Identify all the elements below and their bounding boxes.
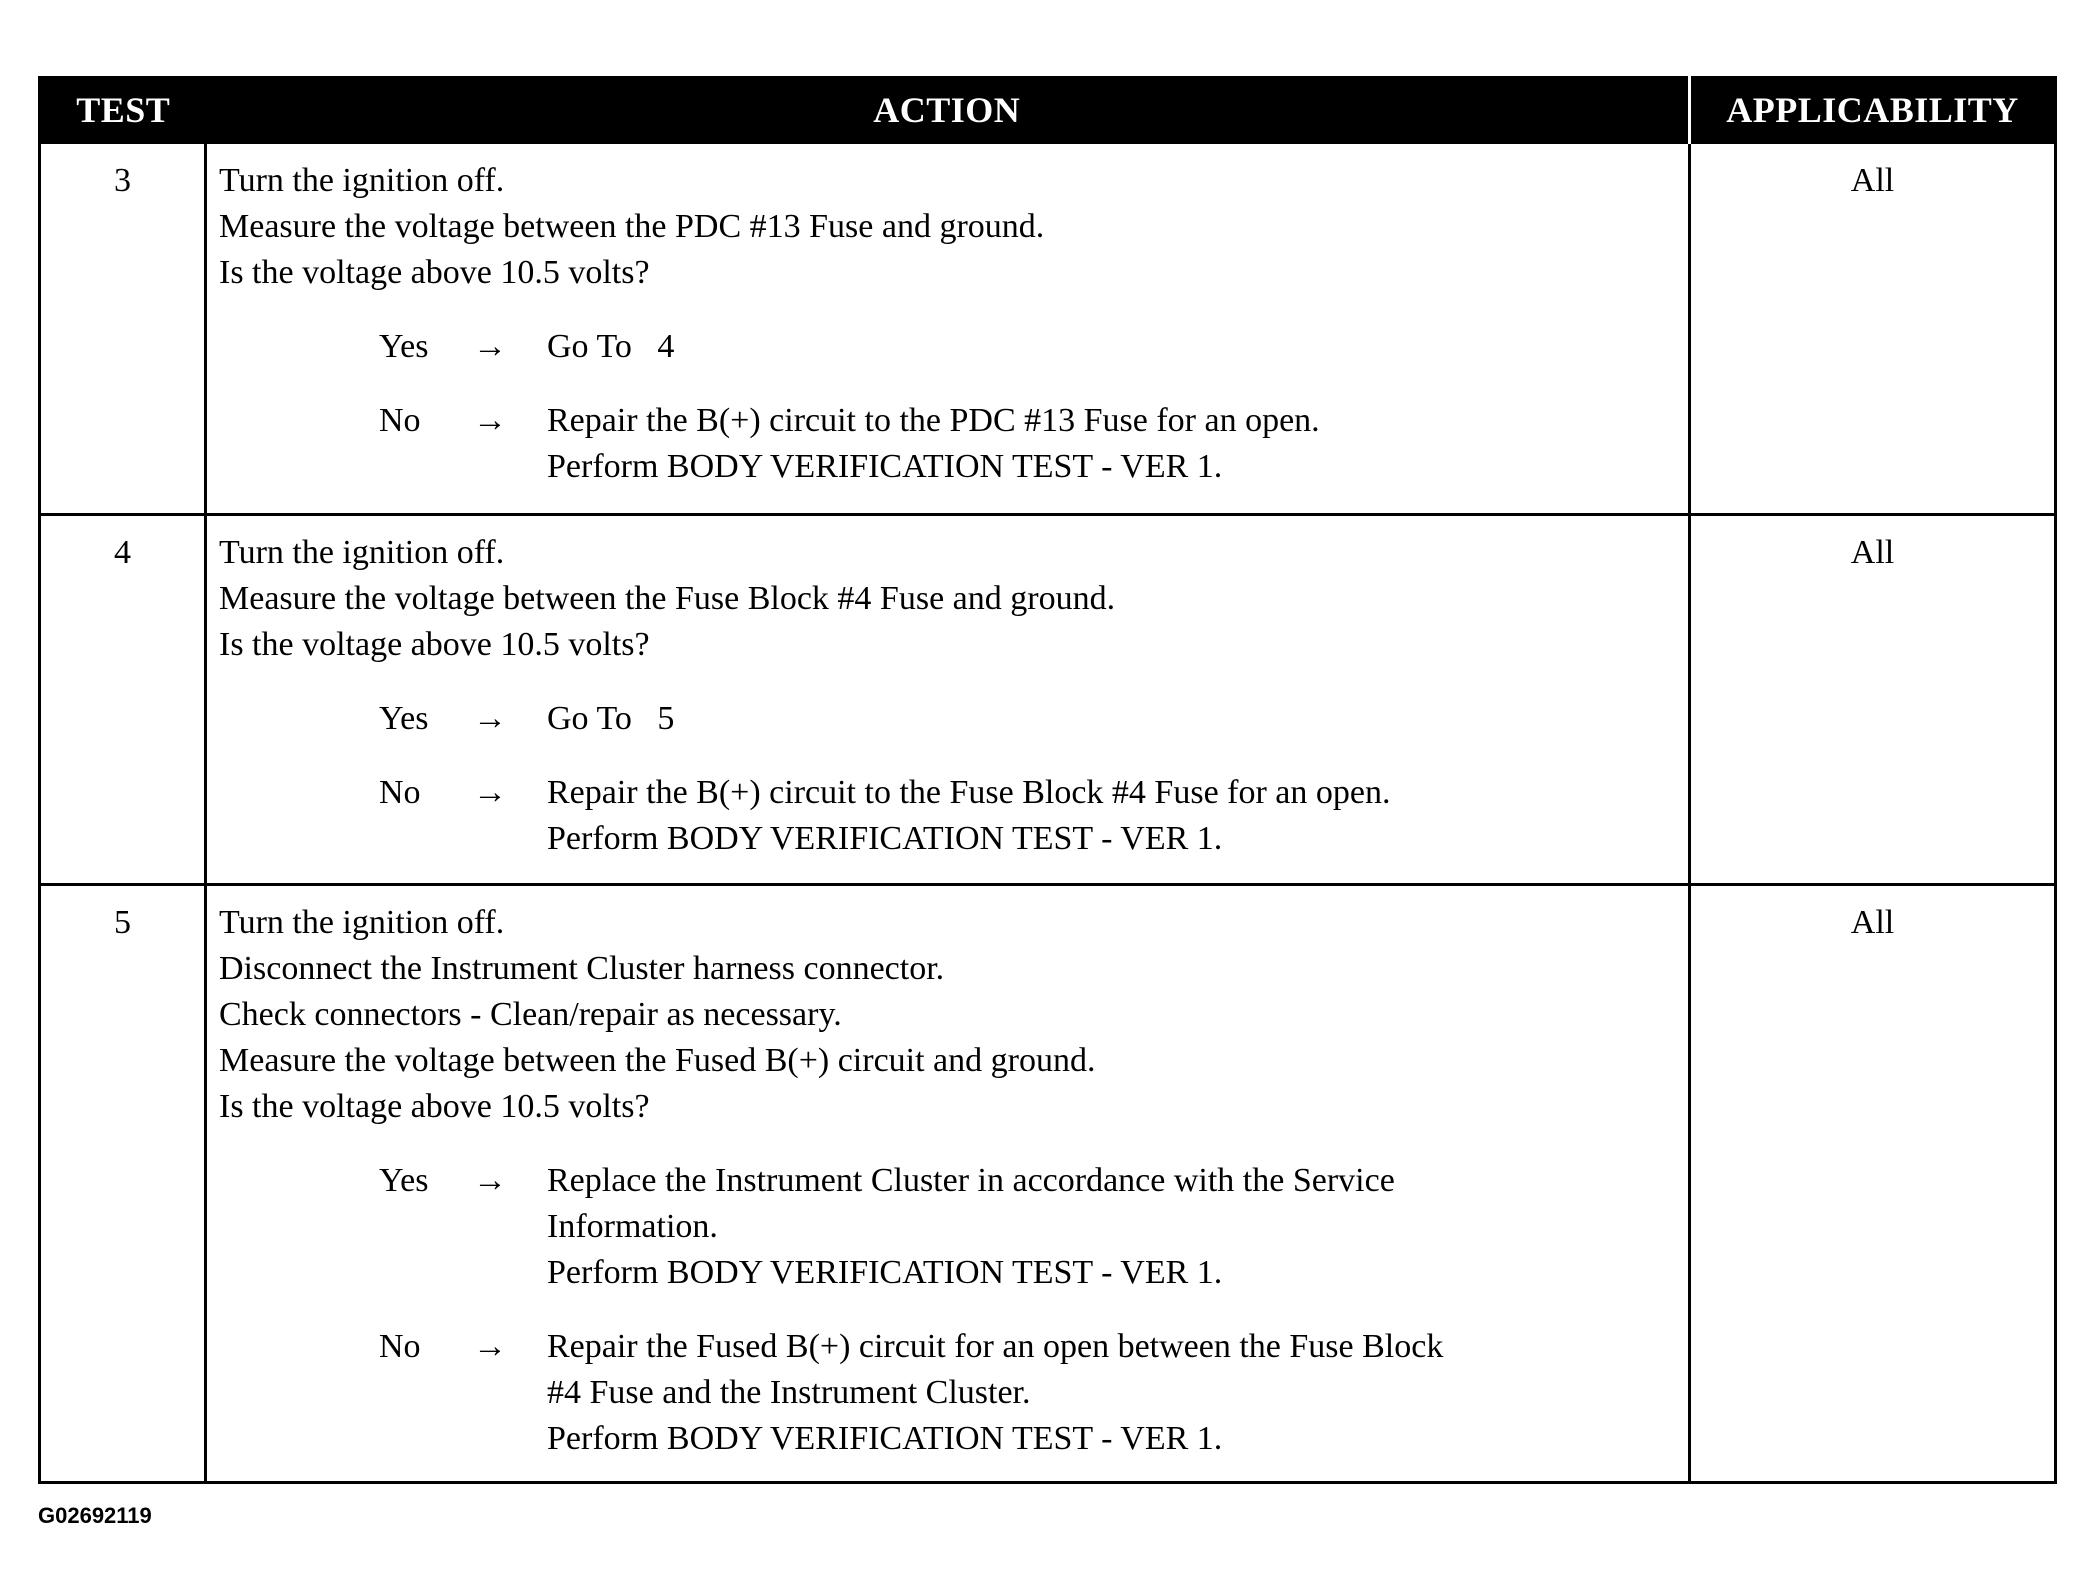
header-applicability: APPLICABILITY [1690, 78, 2056, 143]
no-result [547, 1324, 1674, 1462]
no-label: No [379, 402, 421, 439]
yes-result [547, 1158, 1674, 1296]
yes-branch [219, 1158, 1674, 1296]
action-cell [206, 515, 1690, 885]
yes-label: Yes [379, 700, 429, 737]
action-cell [206, 143, 1690, 515]
action-step: Measure the voltage between the Fused B(+) circuit and ground. [219, 1042, 1096, 1079]
applicability-cell [1690, 515, 2056, 885]
applicability-value: All [1850, 534, 1895, 571]
header-action: ACTION [206, 78, 1690, 143]
applicability-value: All [1850, 162, 1895, 199]
table-row [40, 143, 2056, 515]
action-step: Turn the ignition off. [219, 162, 505, 199]
no-label: No [379, 1328, 421, 1365]
diagnostic-test-table [38, 76, 2057, 1484]
table-header-row [40, 78, 2056, 143]
applicability-cell [1690, 143, 2056, 515]
action-step: Measure the voltage between the PDC #13 Fuse and ground. [219, 208, 1045, 245]
right-arrow-icon: → [473, 700, 507, 737]
result-line: Repair the B(+) circuit to the Fuse Block #4 Fuse for an open. [547, 774, 1391, 811]
no-branch [219, 398, 1674, 490]
applicability-cell [1690, 885, 2056, 1483]
result-line: Go To 5 [547, 700, 675, 737]
right-arrow-icon: → [473, 402, 507, 439]
action-cell [206, 885, 1690, 1483]
action-step: Turn the ignition off. [219, 904, 505, 941]
yes-result [547, 324, 1674, 370]
result-line: Perform BODY VERIFICATION TEST - VER 1. [547, 448, 1223, 485]
right-arrow-icon: → [473, 1328, 507, 1365]
applicability-value: All [1850, 904, 1895, 941]
result-line: Perform BODY VERIFICATION TEST - VER 1. [547, 1420, 1223, 1457]
table-row [40, 515, 2056, 885]
no-branch [219, 1324, 1674, 1462]
result-line: Perform BODY VERIFICATION TEST - VER 1. [547, 820, 1223, 857]
table-row [40, 885, 2056, 1483]
test-number: 5 [114, 904, 131, 941]
no-branch [219, 770, 1674, 862]
action-step: Is the voltage above 10.5 volts? [219, 254, 650, 291]
result-line: #4 Fuse and the Instrument Cluster. [547, 1374, 1031, 1411]
result-line: Information. [547, 1208, 718, 1245]
test-number-cell [40, 143, 206, 515]
result-line: Go To 4 [547, 328, 675, 365]
test-number: 3 [114, 162, 131, 199]
yes-branch [219, 696, 1674, 742]
action-step: Measure the voltage between the Fuse Block #4 Fuse and ground. [219, 580, 1116, 617]
right-arrow-icon: → [473, 328, 507, 365]
yes-label: Yes [379, 1162, 429, 1199]
test-number-cell [40, 885, 206, 1483]
right-arrow-icon: → [473, 1162, 507, 1199]
action-step: Disconnect the Instrument Cluster harness connector. [219, 950, 945, 987]
header-test: TEST [40, 78, 206, 143]
figure-id: G02692119 [38, 1503, 152, 1528]
action-step: Turn the ignition off. [219, 534, 505, 571]
result-line: Replace the Instrument Cluster in accordance with the Service [547, 1162, 1395, 1199]
action-step: Check connectors - Clean/repair as necessary. [219, 996, 842, 1033]
action-step: Is the voltage above 10.5 volts? [219, 626, 650, 663]
no-label: No [379, 774, 421, 811]
test-number: 4 [114, 534, 131, 571]
yes-label: Yes [379, 328, 429, 365]
result-line: Perform BODY VERIFICATION TEST - VER 1. [547, 1254, 1223, 1291]
test-number-cell [40, 515, 206, 885]
right-arrow-icon: → [473, 774, 507, 811]
no-result [547, 398, 1674, 490]
no-result [547, 770, 1674, 862]
action-step: Is the voltage above 10.5 volts? [219, 1088, 650, 1125]
yes-branch [219, 324, 1674, 370]
result-line: Repair the B(+) circuit to the PDC #13 Fuse for an open. [547, 402, 1320, 439]
yes-result [547, 696, 1674, 742]
result-line: Repair the Fused B(+) circuit for an open between the Fuse Block [547, 1328, 1444, 1365]
